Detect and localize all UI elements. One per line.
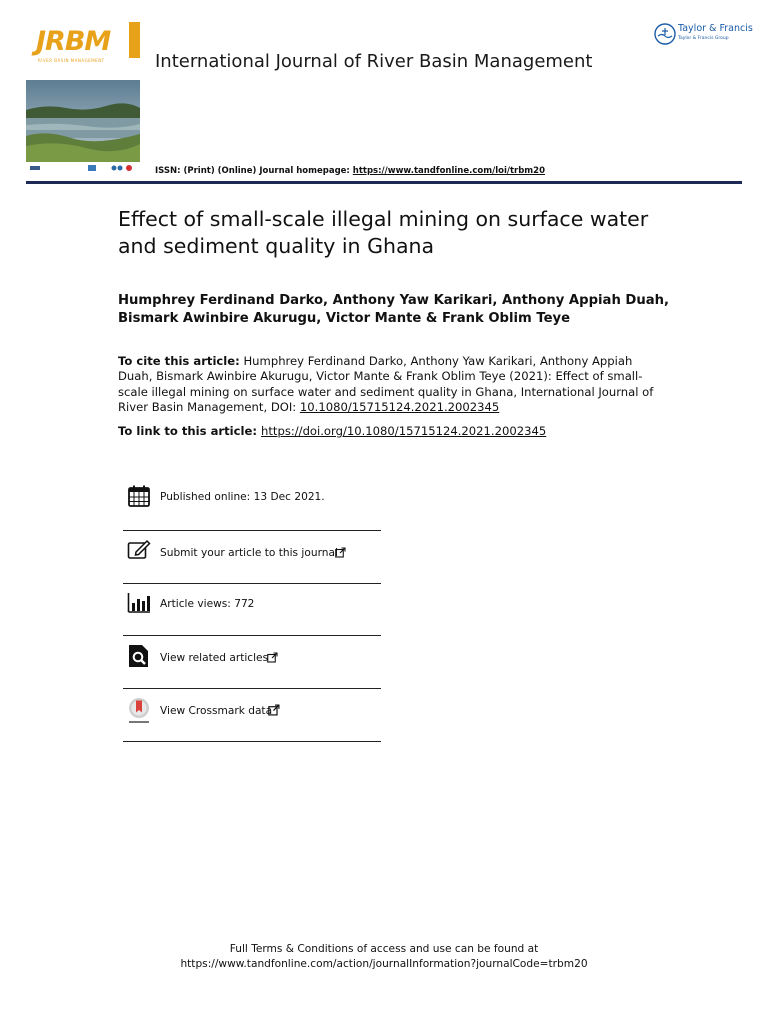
journal-homepage-link[interactable]: https://www.tandfonline.com/loi/trbm20 (352, 166, 545, 176)
publisher-name: Taylor & Francis (678, 23, 753, 34)
related-articles-label: View related articles (160, 652, 269, 664)
cite-text: Humphrey Ferdinand Darko, Anthony Yaw Karikari, Anthony Appiah Duah, Bismark Awinbire Akurugu, Victor Mante & Frank Oblim Teye (2021): Effect of small-scale illegal mining on surface water and sediment quality in Ghana, International Journal of River Basin Management, DOI: (118, 354, 654, 415)
footer-terms-link[interactable]: https://www.tandfonline.com/action/journalInformation?journalCode=trbm20 (180, 958, 588, 970)
divider (123, 741, 381, 742)
cover-spine (129, 22, 140, 58)
divider (123, 530, 381, 531)
issn-text: ISSN: (Print) (Online) Journal homepage: (155, 166, 353, 176)
publisher-emblem-icon (654, 23, 676, 45)
article-link[interactable]: https://doi.org/10.1080/15715124.2021.2002345 (261, 424, 547, 438)
related-articles-item[interactable] (123, 644, 381, 697)
issn-line (155, 166, 545, 176)
submit-article-label: Submit your article to this journal (160, 547, 338, 559)
crossmark-item[interactable] (123, 697, 381, 750)
journal-logo: JRBM (36, 26, 111, 57)
cover-photo (26, 80, 140, 162)
journal-title: International Journal of River Basin Management (155, 51, 593, 72)
link-label: To link to this article: (118, 424, 262, 438)
crossmark-icon (127, 697, 151, 725)
article-title: Effect of small-scale illegal mining on surface water and sediment quality in Ghana (118, 207, 649, 258)
external-link-icon (335, 547, 346, 558)
external-link-icon (268, 704, 280, 716)
article-views-label: Article views: 772 (160, 598, 255, 610)
calendar-icon (127, 484, 151, 508)
divider (123, 583, 381, 584)
article-authors: Humphrey Ferdinand Darko, Anthony Yaw Karikari, Anthony Appiah Duah, Bismark Awinbire Akurugu, Victor Mante & Frank Oblim Teye (118, 293, 670, 326)
search-document-icon (127, 644, 151, 668)
bar-chart-icon (127, 591, 151, 615)
divider (123, 635, 381, 636)
article-views-item (123, 591, 381, 644)
external-link-icon (267, 652, 278, 663)
citation (118, 354, 663, 416)
footer-line-1: Full Terms & Conditions of access and use can be found at (229, 943, 539, 955)
cite-label: To cite this article: (118, 354, 240, 368)
publisher-logo[interactable] (654, 22, 753, 46)
divider (123, 688, 381, 689)
doi-link[interactable]: 10.1080/15715124.2021.2002345 (299, 400, 500, 415)
crossmark-label: View Crossmark data (160, 705, 273, 717)
edit-icon (127, 538, 151, 562)
journal-logo-subtitle: RIVER BASIN MANAGEMENT (38, 58, 105, 63)
publisher-group: Taylor & Francis Group (678, 36, 729, 41)
journal-cover (26, 20, 140, 173)
cover-footer-logos (26, 163, 140, 173)
article-link-line (118, 424, 663, 438)
published-online-label: Published online: 13 Dec 2021. (160, 491, 325, 503)
header-divider (26, 181, 742, 184)
